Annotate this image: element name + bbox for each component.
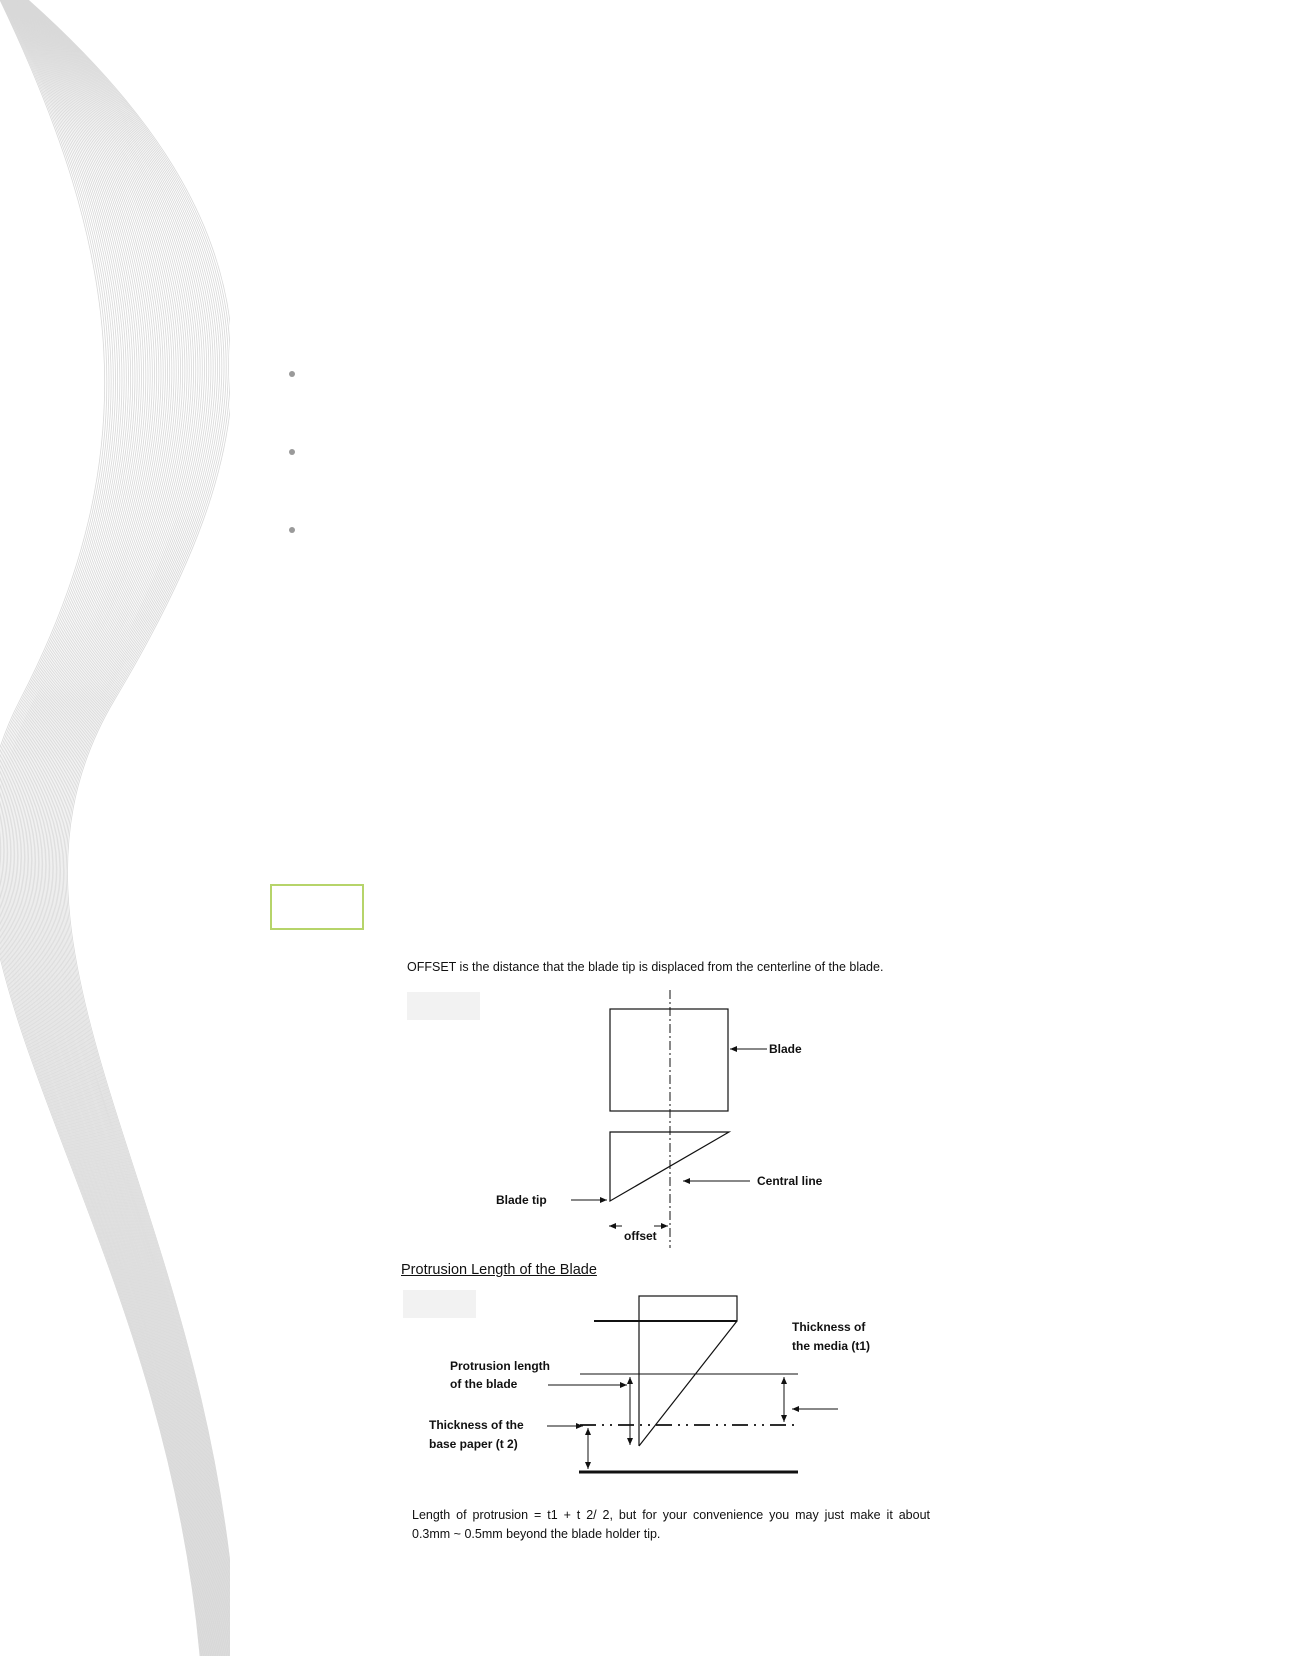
label-protrusion-1: Protrusion length	[450, 1359, 550, 1373]
paragraph-line-1: Length of protrusion = t1 + t 2/ 2, but for your convenience you may just make it about	[412, 1508, 930, 1522]
protrusion-paragraph	[412, 1506, 930, 1544]
label-thickness-media-2: the media (t1)	[792, 1339, 871, 1353]
label-blade-tip: Blade tip	[496, 1193, 547, 1207]
protrusion-heading: Protrusion Length of the Blade	[401, 1262, 597, 1278]
blade-holder	[639, 1296, 737, 1321]
label-thickness-media-1: Thickness of	[792, 1320, 866, 1334]
paragraph-line-2: 0.3mm ~ 0.5mm beyond the blade holder tip.	[412, 1527, 661, 1541]
label-base-paper-2: base paper (t 2)	[429, 1437, 518, 1451]
label-central-line: Central line	[757, 1174, 823, 1188]
offset-intro-text: OFFSET is the distance that the blade tip is displaced from the centerline of the blade.	[407, 960, 884, 974]
label-base-paper-1: Thickness of the	[429, 1418, 524, 1432]
label-protrusion-2: of the blade	[450, 1377, 518, 1391]
label-blade: Blade	[769, 1042, 802, 1056]
label-offset: offset	[624, 1229, 657, 1243]
blade-diagonal	[639, 1321, 737, 1446]
